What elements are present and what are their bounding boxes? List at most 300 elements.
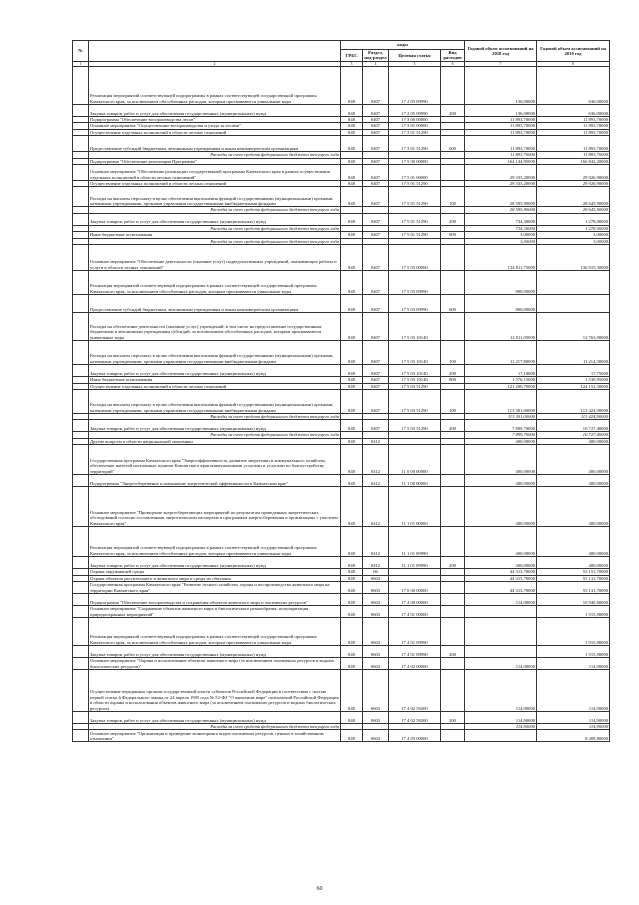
volume-2019-cell: 114,90000 (537, 669, 610, 711)
section-cell: 0407 (363, 245, 389, 271)
section-cell: 0407 (363, 420, 389, 432)
table-row (73, 593, 610, 605)
section-cell: 0603 (363, 617, 389, 645)
row-name-cell: Расходы за счет средств федерального бюджета текущего года (89, 238, 341, 244)
row-name-cell: Предоставление субсидий бюджетным, автономным учреждениям и иным некоммерческим организациям (89, 136, 341, 152)
grbs-cell: 848 (341, 123, 363, 129)
section-cell: 0407 (363, 389, 389, 413)
header-name (89, 41, 341, 62)
expense-type-cell: 200 (441, 645, 465, 657)
column-number: 7 (465, 61, 537, 66)
expense-type-cell (441, 527, 465, 557)
target-article-cell: 11 1 00 00000 (389, 475, 441, 487)
row-number-cell (73, 645, 89, 657)
table-row (73, 67, 610, 105)
header-section: Раздел, под-раздел (364, 50, 387, 61)
grbs-cell: 848 (341, 105, 363, 117)
row-number-cell (73, 389, 89, 413)
volume-2018-cell: 136,00000 (465, 67, 537, 105)
table-row (73, 645, 610, 657)
row-name-cell: Расходы за счет средств федерального бюджета текущего года (89, 152, 341, 158)
volume-2019-cell: 12 763,00000 (537, 313, 610, 341)
target-article-cell: 17 4 02 00000 (389, 657, 441, 669)
row-name-cell: Основное мероприятие "Сохранение объектов животного мира и биологического разнообразия, популяризация природоохранных мероприятий" (89, 605, 341, 617)
expense-type-cell: 200 (441, 213, 465, 225)
table-row (73, 669, 610, 711)
row-name-cell: Основное мероприятие "Обеспечение деятельности (оказание услуг) подведомственных учреждений, оказывающих работы и услуги в области лесных отношений" (89, 245, 341, 271)
row-number-cell (73, 313, 89, 341)
row-number-cell (73, 420, 89, 432)
volume-2019-cell: 3,00000 (537, 232, 610, 238)
volume-2019-cell: 400,00000 (537, 557, 610, 569)
grbs-cell: 848 (341, 341, 363, 365)
grbs-cell: 848 (341, 181, 363, 187)
row-number-cell (73, 187, 89, 207)
expense-type-cell: 200 (441, 557, 465, 569)
section-cell: 0603 (363, 645, 389, 657)
grbs-cell: 848 (341, 617, 363, 645)
table-row (73, 527, 610, 557)
volume-2019-cell: 29 926,90000 (537, 181, 610, 187)
volume-2018-cell: 11 893,70000 (465, 136, 537, 152)
volume-2018-cell (465, 605, 537, 617)
section-cell: 0603 (363, 669, 389, 711)
target-article-cell: 17 5 01 51290 (389, 232, 441, 238)
volume-2019-cell: 11 893,70000 (537, 152, 610, 158)
expense-type-cell (441, 581, 465, 593)
header-grbs: ГРБС (341, 50, 363, 62)
row-number-cell (73, 657, 89, 669)
volume-2019-cell: 400,00000 (537, 527, 610, 557)
row-name-cell: Реализация мероприятий соответствующей подпрограммы в рамках соответствующей государственной программы Камчатского края, за исключением обособленных расходов, которым присваиваются уникальные коды (89, 617, 341, 645)
row-name-cell: Расходы за счет средств федерального бюджета текущего года (89, 207, 341, 213)
grbs-cell: 848 (341, 377, 363, 383)
header-codes: коды (341, 41, 465, 50)
section-cell: 0407 (363, 181, 389, 187)
volume-2019-cell: 1 278,00000 (537, 225, 610, 231)
grbs-cell: 848 (341, 165, 363, 181)
grbs-cell: 848 (341, 245, 363, 271)
volume-2019-cell: 114,90000 (537, 711, 610, 723)
section-cell: 0407 (363, 67, 389, 105)
volume-2018-cell: 121 200,70000 (465, 383, 537, 389)
volume-2018-cell: 12 811,05000 (465, 313, 537, 341)
expense-type-cell: 100 (441, 187, 465, 207)
row-number-cell (73, 557, 89, 569)
header-number: № (73, 41, 89, 62)
expense-type-cell (441, 593, 465, 605)
target-article-cell: 17 5 03 10140 (389, 377, 441, 383)
row-name-cell: Расходы на выплаты персоналу в целях обеспечения выполнения функций государственными (муниципальными) органами, казенными учреждениями, органами управления государственными внебюджетными фондами (89, 341, 341, 365)
target-article-cell: 17 5 03 51290 (389, 389, 441, 413)
row-name-cell: Подпрограмма "Обеспечение воспроизводства и сохранения объектов животного мира и охотничьих ресурсов" (89, 593, 341, 605)
expense-type-cell (441, 617, 465, 645)
volume-2018-cell: 17,10000 (465, 365, 537, 377)
volume-2018-cell (465, 730, 537, 742)
target-article-cell: 17 4 02 59200 (389, 711, 441, 723)
row-number-cell (73, 669, 89, 711)
grbs-cell: 848 (341, 129, 363, 135)
row-name-cell: Реализация мероприятий соответствующей подпрограммы в рамках соответствующей государственной программы Камчатского края, за исключением обособленных расходов, которым присваиваются уникальные коды (89, 67, 341, 105)
grbs-cell: 848 (341, 136, 363, 152)
volume-2019-cell: 400,00000 (537, 445, 610, 475)
grbs-cell: 848 (341, 213, 363, 225)
row-number-cell (73, 105, 89, 117)
volume-2019-cell: 114,90000 (537, 657, 610, 669)
volume-2018-cell: 29 333,20000 (465, 181, 537, 187)
section-cell: 0407 (363, 129, 389, 135)
section-cell: 0603 (363, 575, 389, 581)
row-number-cell (73, 593, 89, 605)
volume-2018-cell (465, 617, 537, 645)
expense-type-cell: 600 (441, 295, 465, 313)
section-cell: 0407 (363, 213, 389, 225)
table-row (73, 105, 610, 117)
section-cell: 0407 (363, 341, 389, 365)
volume-2018-cell: 734,30000 (465, 225, 537, 231)
grbs-cell: 848 (341, 487, 363, 527)
target-article-cell: 17 5 03 51290 (389, 420, 441, 432)
target-article-cell: 17 5 01 51290 (389, 181, 441, 187)
volume-2018-cell: 134 811,75000 (465, 245, 537, 271)
volume-2018-cell: 400,00000 (465, 487, 537, 527)
table-row (73, 657, 610, 669)
volume-2018-cell: 1 576,15000 (465, 377, 537, 383)
section-cell: 0603 (363, 730, 389, 742)
row-name-cell: Осуществление переданных органам государственной власти субъектов Российской Федерации в соответствии с частью первой статьи 6 Федерального закона от 24 апреля 1995 года № 52-ФЗ "О животном мире" полномочий Российской Федерации в области охраны и использования объектов животного мира (за исключением охотничьих ресурсов и водных биологических ресурсов) (89, 669, 341, 711)
grbs-cell: 848 (341, 232, 363, 238)
row-number-cell (73, 527, 89, 557)
row-name-cell: Закупка товаров, работ и услуг для обеспечения государственных (муниципальных) нужд (89, 213, 341, 225)
expense-type-cell (441, 487, 465, 527)
row-number-cell (73, 445, 89, 475)
target-article-cell: 17 5 00 00000 (389, 158, 441, 164)
expense-type-cell (441, 657, 465, 669)
expense-type-cell: 100 (441, 341, 465, 365)
section-cell: 0603 (363, 605, 389, 617)
volume-2019-cell: 3,00000 (537, 238, 610, 244)
volume-2018-cell: 28 595,90000 (465, 187, 537, 207)
expense-type-cell (441, 271, 465, 295)
row-name-cell: Подпрограмма "Обеспечение воспроизводства лесов" (89, 117, 341, 123)
volume-2018-cell: 114,90000 (465, 669, 537, 711)
column-number: 1 (73, 61, 89, 66)
volume-2018-cell: 400,00000 (465, 557, 537, 569)
grbs-cell: 848 (341, 420, 363, 432)
grbs-cell: 848 (341, 605, 363, 617)
volume-2018-cell: 136,00000 (465, 105, 537, 117)
table-row (73, 271, 610, 295)
section-cell: 0412 (363, 527, 389, 557)
volume-2019-cell: 11 214,30000 (537, 341, 610, 365)
volume-2019-cell: 166 842,20000 (537, 158, 610, 164)
volume-2019-cell: 17,75000 (537, 365, 610, 377)
volume-2019-cell: 1 915,90000 (537, 617, 610, 645)
volume-2018-cell: 11 217,80000 (465, 341, 537, 365)
section-cell: 0412 (363, 438, 389, 444)
section-cell: 0407 (363, 187, 389, 207)
volume-2018-cell: 7 899,70000 (465, 432, 537, 438)
header-expense-type: Вид расходов (441, 50, 465, 62)
column-number: 3 (341, 61, 363, 66)
row-name-cell: Осуществление отдельных полномочий в области лесных отношений (89, 383, 341, 389)
table-row (73, 165, 610, 181)
grbs-cell: 848 (341, 645, 363, 657)
table-row (73, 313, 610, 341)
row-name-cell: Основное мероприятие "Осуществление воспроизводства и ухода за лесами" (89, 123, 341, 129)
grbs-cell: 848 (341, 475, 363, 487)
expense-type-cell: 200 (441, 420, 465, 432)
section-cell: 0407 (363, 136, 389, 152)
expense-type-cell (441, 445, 465, 475)
table-row (73, 475, 610, 487)
row-name-cell: Охрана окружающей среды (89, 569, 341, 575)
expense-type-cell (441, 475, 465, 487)
volume-2018-cell: 114,90000 (465, 593, 537, 605)
table-row (73, 341, 610, 365)
expense-type-cell (441, 67, 465, 105)
target-article-cell: 17 5 03 51290 (389, 383, 441, 389)
row-name-cell: Иные бюджетные ассигнования (89, 377, 341, 383)
grbs-cell: 848 (341, 67, 363, 105)
table-row (73, 389, 610, 413)
row-number-cell (73, 67, 89, 105)
row-number-cell (73, 711, 89, 723)
row-name-cell: Государственная программа Камчатского края "Развитие лесного хозяйства, охрана и воспроизводство животного мира на территории Камчатского края" (89, 581, 341, 593)
volume-2018-cell: 400,00000 (465, 438, 537, 444)
header-volume-2018: Годовой объем ассигнований на 2018 год (465, 41, 537, 62)
expense-type-cell: 200 (441, 105, 465, 117)
row-name-cell: Охрана объектов растительного и животного мира и среды их обитания (89, 575, 341, 581)
row-name-cell: Закупка товаров, работ и услуг для обеспечения государственных (муниципальных) нужд (89, 105, 341, 117)
volume-2019-cell: 10 940,60000 (537, 593, 610, 605)
target-article-cell: 11 1 01 00000 (389, 487, 441, 527)
volume-2019-cell: 400,00000 (537, 487, 610, 527)
grbs-cell: 848 (341, 593, 363, 605)
volume-2019-cell: 136 915,30000 (537, 245, 610, 271)
target-article-cell: 17 2 05 09990 (389, 105, 441, 117)
row-number-cell (73, 341, 89, 365)
section-cell: 06 (363, 569, 389, 575)
volume-2019-cell: 11 893,70000 (537, 123, 610, 129)
volume-2019-cell: 11 893,70000 (537, 129, 610, 135)
budget-table (72, 40, 610, 742)
volume-2018-cell: 7 899,70000 (465, 420, 537, 432)
volume-2018-cell: 114,90000 (465, 711, 537, 723)
section-cell: 0412 (363, 445, 389, 475)
volume-2019-cell: 11 893,70000 (537, 136, 610, 152)
table-row (73, 617, 610, 645)
grbs-cell: 848 (341, 389, 363, 413)
row-name-cell: Расходы за счет средств федерального бюджета текущего года (89, 432, 341, 438)
header-volume-2019: Годовой объем ассигнований на 2019 год (537, 41, 610, 62)
volume-2018-cell: 734,30000 (465, 213, 537, 225)
volume-2019-cell: 10 727,40000 (537, 420, 610, 432)
volume-2019-cell: 1 530,95000 (537, 377, 610, 383)
volume-2019-cell: 8 409,80000 (537, 730, 610, 742)
row-number-cell (73, 136, 89, 152)
target-article-cell: 11 1 01 09990 (389, 557, 441, 569)
volume-2019-cell: 55 131,70000 (537, 581, 610, 593)
table-row (73, 365, 610, 377)
volume-2019-cell: 636,00000 (537, 67, 610, 105)
section-cell: 0407 (363, 123, 389, 129)
column-number: 6 (441, 61, 465, 66)
section-cell: 0407 (363, 377, 389, 383)
row-name-cell: Основное мероприятие "Проведение энергосберегающих мероприятий по результатам проведенных энергетических обследований согласно составленным энергетическим паспортам и программам энергосбережения в организациях с участием Камчатского края" (89, 487, 341, 527)
table-row (73, 245, 610, 271)
target-article-cell: 17 2 05 09990 (389, 67, 441, 105)
target-article-cell: 17 5 03 09990 (389, 295, 441, 313)
column-number: 8 (537, 61, 610, 66)
row-name-cell: Расходы на выплаты персоналу в целях обеспечения выполнения функций государственными (муниципальными) органами, казенными учреждениями, органами управления государственными внебюджетными фондами (89, 187, 341, 207)
expense-type-cell: 600 (441, 136, 465, 152)
volume-2018-cell: 11 893,70000 (465, 129, 537, 135)
volume-2018-cell: 114,90000 (465, 723, 537, 729)
row-number-cell (73, 605, 89, 617)
row-name-cell: Реализация мероприятий соответствующей подпрограммы в рамках соответствующей государственной программы Камчатского края, за исключением обособленных расходов, которым присваиваются уникальные коды (89, 527, 341, 557)
row-number-cell (73, 213, 89, 225)
target-article-cell: 17 4 01 09990 (389, 645, 441, 657)
volume-2018-cell: 800,00000 (465, 295, 537, 313)
table-row (73, 605, 610, 617)
volume-2018-cell: 800,00000 (465, 271, 537, 295)
grbs-cell: 848 (341, 581, 363, 593)
column-number: 2 (89, 61, 341, 66)
volume-2018-cell: 28 595,90000 (465, 207, 537, 213)
section-cell: 0412 (363, 487, 389, 527)
volume-2019-cell: 113 424,90000 (537, 389, 610, 413)
row-name-cell: Другие вопросы в области национальной экономики (89, 438, 341, 444)
row-number-cell (73, 730, 89, 742)
grbs-cell: 848 (341, 730, 363, 742)
volume-2019-cell: 55 151,70000 (537, 569, 610, 575)
row-name-cell: Осуществление отдельных полномочий в области лесных отношений (89, 129, 341, 135)
section-cell: 0407 (363, 271, 389, 295)
row-name-cell: Расходы за счет средств федерального бюджета текущего года (89, 225, 341, 231)
volume-2019-cell: 1 278,00000 (537, 213, 610, 225)
row-number-cell (73, 365, 89, 377)
volume-2019-cell: 114,90000 (537, 723, 610, 729)
volume-2018-cell: 44 313,70000 (465, 575, 537, 581)
volume-2018-cell: 3,00000 (465, 238, 537, 244)
volume-2019-cell: 1 915,90000 (537, 645, 610, 657)
row-number-cell (73, 475, 89, 487)
row-name-cell: Основное мероприятие "Организация и проведение мониторинга видов охотничьих ресурсов, ценных в хозяйственном отношении" (89, 730, 341, 742)
target-article-cell: 17 3 01 51290 (389, 136, 441, 152)
target-article-cell: 17 3 01 00000 (389, 123, 441, 129)
volume-2018-cell: 44 313,70000 (465, 581, 537, 593)
section-cell: 0407 (363, 365, 389, 377)
row-number-cell (73, 271, 89, 295)
table-row (73, 445, 610, 475)
grbs-cell: 848 (341, 711, 363, 723)
volume-2019-cell: 10 727,40000 (537, 432, 610, 438)
volume-2018-cell: 400,00000 (465, 475, 537, 487)
table-row (73, 136, 610, 152)
row-name-cell: Закупка товаров, работ и услуг для обеспечения государственных (муниципальных) нужд (89, 711, 341, 723)
row-name-cell: Иные бюджетные ассигнования (89, 232, 341, 238)
volume-2018-cell: 11 893,70000 (465, 117, 537, 123)
row-name-cell: Расходы на выплаты персоналу в целях обеспечения выполнения функций государственными (муниципальными) органами, казенными учреждениями, органами управления государственными внебюджетными фондами (89, 389, 341, 413)
grbs-cell: 848 (341, 158, 363, 164)
expense-type-cell (441, 669, 465, 711)
volume-2019-cell: 28 645,90000 (537, 207, 610, 213)
volume-2019-cell: 28 645,90000 (537, 187, 610, 207)
volume-2019-cell: 124 152,30000 (537, 383, 610, 389)
volume-2019-cell (537, 271, 610, 295)
target-article-cell: 17 0 00 00000 (389, 581, 441, 593)
section-cell: 0407 (363, 105, 389, 117)
volume-2019-cell: 400,00000 (537, 438, 610, 444)
row-name-cell: Закупка товаров, работ и услуг для обеспечения государственных (муниципальных) нужд (89, 557, 341, 569)
volume-2019-cell: 1 915,90000 (537, 605, 610, 617)
volume-2018-cell: 114,90000 (465, 657, 537, 669)
column-number: 4 (363, 61, 389, 66)
table-row (73, 487, 610, 527)
section-cell: 0603 (363, 593, 389, 605)
grbs-cell: 848 (341, 117, 363, 123)
target-article-cell: 17 5 03 00000 (389, 245, 441, 271)
target-article-cell: 17 5 01 51290 (389, 187, 441, 207)
row-name-cell: Осуществление отдельных полномочий в области лесных отношений (89, 181, 341, 187)
expense-type-cell (441, 245, 465, 271)
row-name-cell: Государственная программа Камчатского края "Энергоэффективность, развитие энергетики и коммунального хозяйства, обеспечение жителей населенных пунктов Камчатского края коммунальными услугами и услугами по благоустройству территорий" (89, 445, 341, 475)
grbs-cell: 848 (341, 669, 363, 711)
volume-2018-cell: 113 301,00000 (465, 389, 537, 413)
table-row (73, 295, 610, 313)
target-article-cell: 17 4 05 00000 (389, 730, 441, 742)
row-name-cell: Закупка товаров, работ и услуг для обеспечения государственных (муниципальных) нужд (89, 365, 341, 377)
row-name-cell: Подпрограмма "Обеспечение реализации Программы" (89, 158, 341, 164)
grbs-cell: 848 (341, 569, 363, 575)
volume-2019-cell: 55 131,70000 (537, 575, 610, 581)
target-article-cell: 17 3 00 00000 (389, 117, 441, 123)
section-cell: 0407 (363, 165, 389, 181)
volume-2019-cell: 636,00000 (537, 105, 610, 117)
page-number: 60 (316, 886, 323, 892)
column-number: 5 (389, 61, 441, 66)
grbs-cell: 848 (341, 271, 363, 295)
section-cell: 0407 (363, 383, 389, 389)
row-name-cell: Расходы на обеспечение деятельности (оказание услуг) учреждений, в том числе на предоставление государственным бюджетным и автономным учреждениям субсидий, за исключением обособленных расходов, которым присваиваются уникальные коды (89, 313, 341, 341)
section-cell: 0412 (363, 557, 389, 569)
grbs-cell: 848 (341, 365, 363, 377)
target-article-cell: 17 5 03 10140 (389, 313, 441, 341)
expense-type-cell: 800 (441, 377, 465, 383)
expense-type-cell: 800 (441, 232, 465, 238)
table-row (73, 557, 610, 569)
target-article-cell: 17 4 00 00000 (389, 593, 441, 605)
grbs-cell: 848 (341, 187, 363, 207)
row-number-cell (73, 245, 89, 271)
table-body (73, 67, 610, 742)
header-target-article: Целевая статья (389, 50, 441, 62)
expense-type-cell: 200 (441, 711, 465, 723)
expense-type-cell (441, 605, 465, 617)
target-article-cell: 17 5 01 00000 (389, 165, 441, 181)
row-name-cell: Предоставление субсидий бюджетным, автономным учреждениям и иным некоммерческим организациям (89, 295, 341, 313)
section-cell: 0407 (363, 158, 389, 164)
volume-2019-cell (537, 295, 610, 313)
table-row (73, 187, 610, 207)
grbs-cell: 848 (341, 557, 363, 569)
grbs-cell: 848 (341, 575, 363, 581)
table-row (73, 711, 610, 723)
volume-2018-cell: 400,00000 (465, 445, 537, 475)
row-number-cell (73, 165, 89, 181)
volume-2018-cell: 29 333,20000 (465, 165, 537, 181)
